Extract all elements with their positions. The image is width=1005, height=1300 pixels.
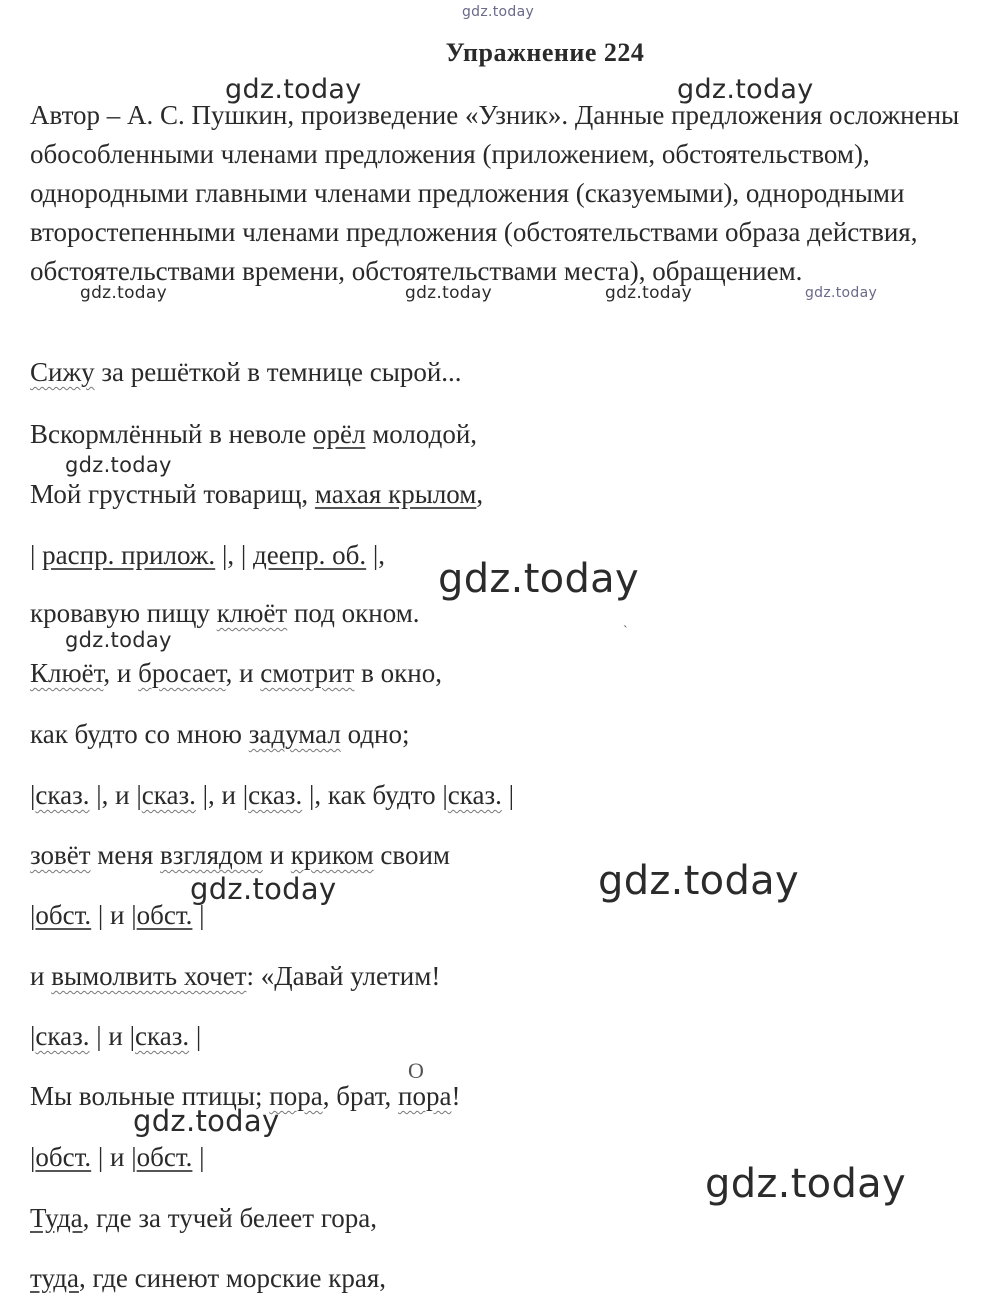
watermark: gdz.today [405, 283, 492, 303]
poem-line-7 [30, 839, 450, 871]
exercise-title: Упражнение 224 [445, 38, 645, 67]
predicate-word: пора [269, 1081, 323, 1111]
scheme-bar: |, [366, 540, 386, 570]
poem-line-5 [30, 657, 442, 689]
poem-line-8 [30, 960, 440, 992]
line-text: Мы вольные птицы; [30, 1081, 270, 1111]
scheme-label: распр. прилож. [42, 540, 216, 570]
scheme-bar: |, и | [89, 780, 142, 810]
scheme-bar: | [501, 780, 515, 810]
line-text: и [30, 961, 52, 991]
watermark: gdz.today [705, 1161, 906, 1207]
line-text: под окном. [287, 598, 420, 628]
predicate-word: Клюёт [30, 658, 104, 688]
watermark: gdz.today [190, 872, 337, 906]
line-text: , где синеют морские края, [78, 1263, 387, 1293]
scheme-bar: | [30, 780, 36, 810]
scheme-label: сказ. [135, 1021, 190, 1051]
line-text: Вскормлённый в неволе [30, 419, 313, 449]
adverbial-word: Туда [30, 1203, 83, 1233]
line-text: : «Давай улетим! [246, 961, 441, 991]
watermark: gdz.today [598, 858, 799, 904]
poem-line-4 [30, 597, 420, 629]
line-text: и [262, 840, 291, 870]
watermark: gdz.today [605, 283, 692, 303]
line-text: как будто со мною [30, 719, 249, 749]
scheme-bar: | и | [89, 1021, 136, 1051]
predicate-word: задумал [248, 719, 341, 749]
site-stamp: gdz.today [462, 4, 535, 20]
scheme-label: обст. [35, 1142, 92, 1172]
watermark: gdz.today [133, 1104, 280, 1138]
predicate-word: зовёт [30, 840, 91, 870]
scheme-bar: | [192, 900, 205, 930]
scheme-bar: | и | [91, 1142, 137, 1172]
scheme-bar: | [192, 1142, 205, 1172]
scheme-bar: | [30, 1021, 36, 1051]
adverbial-word: туда [30, 1263, 79, 1293]
scheme-label: сказ. [35, 1021, 90, 1051]
scheme-label: обст. [136, 900, 193, 930]
line-text: Мой грустный товарищ, [30, 479, 315, 509]
scheme-label: сказ. [447, 780, 502, 810]
watermark: gdz.today [225, 74, 362, 105]
watermark: gdz.today [65, 628, 172, 652]
line-text: одно; [340, 719, 410, 749]
participle-phrase: махая крылом [314, 479, 477, 509]
scheme-bar: | и | [91, 900, 137, 930]
poem-line-10 [30, 1202, 377, 1234]
line-text: , где за тучей белеет гора, [82, 1203, 377, 1233]
adverbial-word: криком [290, 840, 374, 870]
line-text: ! [451, 1081, 461, 1111]
subject-word: орёл [312, 419, 366, 449]
watermark: gdz.today [805, 285, 878, 301]
line-text: кровавую пищу [30, 598, 217, 628]
line-text: молодой, [365, 419, 478, 449]
poem-line-6 [30, 718, 410, 750]
predicate-word: клюёт [216, 598, 288, 628]
scheme-line-1 [30, 539, 385, 571]
poem-line-1 [30, 356, 462, 388]
line-text: , брат, [322, 1081, 398, 1111]
scheme-label: сказ. [248, 780, 303, 810]
scheme-label: деепр. об. [253, 540, 367, 570]
scheme-bar: |, как будто | [302, 780, 448, 810]
line-text: за решёткой в темнице сырой... [94, 357, 462, 387]
adverbial-word: взглядом [160, 840, 263, 870]
scheme-label: обст. [35, 900, 92, 930]
circle-mark: О [408, 1058, 424, 1083]
stray-mark: ` [623, 624, 628, 639]
watermark: gdz.today [65, 453, 172, 477]
poem-line-3 [30, 478, 483, 510]
scheme-line-5 [30, 1141, 205, 1173]
line-text: меня [90, 840, 160, 870]
scheme-bar: | [30, 540, 43, 570]
scheme-label: сказ. [141, 780, 196, 810]
scheme-line-2 [30, 779, 514, 811]
poem-line-2 [30, 418, 477, 450]
line-text: , и [103, 658, 139, 688]
watermark: gdz.today [80, 283, 167, 303]
poem-line-11 [30, 1262, 386, 1294]
scheme-bar: | [30, 900, 36, 930]
predicate-word: пора [398, 1081, 452, 1111]
predicate-word: Сижу [30, 357, 95, 387]
line-text: , [476, 479, 484, 509]
scheme-line-4 [30, 1020, 201, 1052]
watermark: gdz.today [677, 74, 814, 105]
watermark: gdz.today [438, 556, 639, 602]
scheme-bar: | [189, 1021, 202, 1051]
line-text: , и [225, 658, 261, 688]
scheme-bar: | [30, 1142, 36, 1172]
predicate-word: смотрит [260, 658, 355, 688]
line-text: в окно, [354, 658, 442, 688]
predicate-word: вымолвить хочет [51, 961, 247, 991]
scheme-label: сказ. [35, 780, 90, 810]
intro-paragraph: Автор – А. С. Пушкин, произведение «Узник». Данные предложения осложнены обособленными членами предложения (приложением, обстоятельством), однородными главными членами предложения (сказуемыми), однородными второстепенными членами предложения (обстоятельствами образа действия, обстоятельствами времени, обстоятельствами места), обращением. [30, 100, 960, 286]
scheme-line-3 [30, 899, 205, 931]
scheme-bar: |, | [215, 540, 253, 570]
scheme-bar: |, и | [195, 780, 249, 810]
scheme-label: обст. [136, 1142, 193, 1172]
line-text: своим [373, 840, 451, 870]
predicate-word: бросает [138, 658, 226, 688]
